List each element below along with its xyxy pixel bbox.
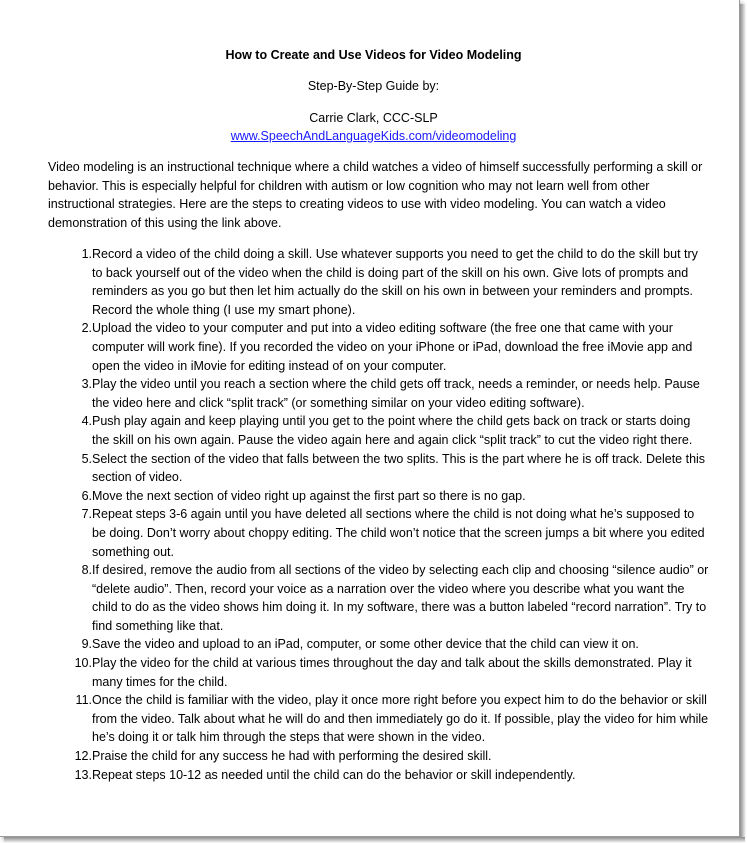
step-number	[48, 505, 92, 561]
document-title: How to Create and Use Videos for Video Modeling	[225, 48, 522, 62]
step-number-text: 4.	[81, 414, 92, 429]
step-text: Upload the video to your computer and put into a video editing software (the free one that came with your computer will work fine). If you recorded the video on your iPhone or iPad, download the free iMovie app and open the video in iMovie for editing instead of on your computer.	[92, 321, 693, 373]
step-text: Push play again and keep playing until you get to the point where the child gets back on track or starts doing the skill on his own again. Pause the video again here and again click “split track” to cut the video right there.	[92, 414, 693, 447]
step-text: Repeat steps 3-6 again until you have deleted all sections where the child is not doing what he’s supposed to be doing. Don’t worry about choppy editing. The child won’t notice that the screen jumps a bit where you edited something out.	[92, 507, 705, 559]
step-text: Once the child is familiar with the video, play it once more right before you expect him to do the behavior or skill from the video. Talk about what he will do and then immediately go do it. If possible, play the video for him while he’s doing it or talk him through the steps that were shown in the video.	[92, 693, 709, 745]
step-number	[48, 766, 92, 785]
step-number-text: 3.	[81, 377, 92, 392]
step-number-text: 7.	[81, 507, 92, 522]
step-number-text: 13.	[74, 767, 92, 782]
list-item	[48, 375, 710, 412]
step-number-text: 6.	[81, 488, 92, 503]
step-number-text: 1.	[81, 247, 92, 261]
list-item	[48, 412, 710, 449]
step-number	[48, 561, 92, 635]
step-text: Save the video and upload to an iPad, computer, or some other device that the child can view it on.	[92, 637, 639, 652]
list-item	[48, 319, 710, 375]
list-item	[48, 691, 710, 747]
intro-paragraph: Video modeling is an instructional technique where a child watches a video of himself successfully performing a skill or behavior. This is especially helpful for children with autism or low cognition who may not learn well from other instructional strategies. Here are the steps to creating videos to use with video modeling. You can watch a video demonstration of this using the link above.	[48, 160, 703, 230]
step-text: Repeat steps 10-12 as needed until the child can do the behavior or skill independently.	[92, 767, 576, 782]
list-item	[48, 561, 710, 635]
list-item	[48, 747, 710, 766]
step-text: Play the video for the child at various times throughout the day and talk about the skills demonstrated. Play it many times for the child.	[92, 656, 692, 689]
step-number	[48, 450, 92, 487]
steps-list	[48, 245, 710, 784]
step-number-text: 8.	[81, 563, 92, 578]
list-item	[48, 654, 710, 691]
list-item	[48, 245, 710, 319]
document-author: Carrie Clark, CCC-SLP	[309, 111, 438, 125]
step-number-text: 2.	[81, 321, 92, 336]
website-link[interactable]: www.SpeechAndLanguageKids.com/videomodeling	[230, 129, 517, 143]
step-number-text: 9.	[81, 637, 92, 652]
step-number-text: 10.	[74, 656, 92, 671]
step-number-text: 12.	[74, 749, 92, 764]
list-item	[48, 505, 710, 561]
step-number	[48, 747, 92, 766]
list-item	[48, 450, 710, 487]
step-text: Select the section of the video that falls between the two splits. This is the part where he is off track. Delete this section of video.	[92, 451, 706, 485]
list-item	[48, 635, 710, 654]
step-number-text: 5.	[81, 451, 92, 466]
step-number	[48, 691, 92, 747]
step-text: Move the next section of video right up against the first part so there is no gap.	[92, 488, 526, 503]
step-number	[48, 245, 92, 319]
step-number	[48, 635, 92, 654]
step-text: If desired, remove the audio from all sections of the video by selecting each clip and choosing “silence audio” or “delete audio”. Then, record your voice as a narration over the video where you describe what you want the child to do as the video shows him doing it. In my software, there was a button labeled “record narration”. Try to find something like that.	[92, 563, 709, 633]
step-number-text: 11.	[75, 693, 92, 708]
step-number	[48, 375, 92, 412]
step-number	[48, 487, 92, 506]
page-shadow-bottom	[4, 837, 745, 842]
step-text: Praise the child for any success he had with performing the desired skill.	[92, 749, 492, 764]
document-subtitle: Step-By-Step Guide by:	[307, 79, 440, 93]
step-text: Record a video of the child doing a skill. Use whatever supports you need to get the child to do the skill but try to back yourself out of the video when the child is doing part of the skill on his own. Give lots of prompts and reminders as you go but then let him actually do the skill on his own in between your reminders and prompts. Record the whole thing (I use my smart phone).	[92, 247, 698, 317]
step-number	[48, 654, 92, 691]
list-item	[48, 487, 710, 506]
page-shadow-right	[740, 4, 745, 840]
step-text: Play the video until you reach a section where the child gets off track, needs a reminder, or needs help. Pause the video here and click “split track” (or something similar on your video editing software).	[92, 377, 700, 410]
step-number	[48, 412, 92, 449]
list-item	[48, 766, 710, 785]
step-number	[48, 319, 92, 375]
